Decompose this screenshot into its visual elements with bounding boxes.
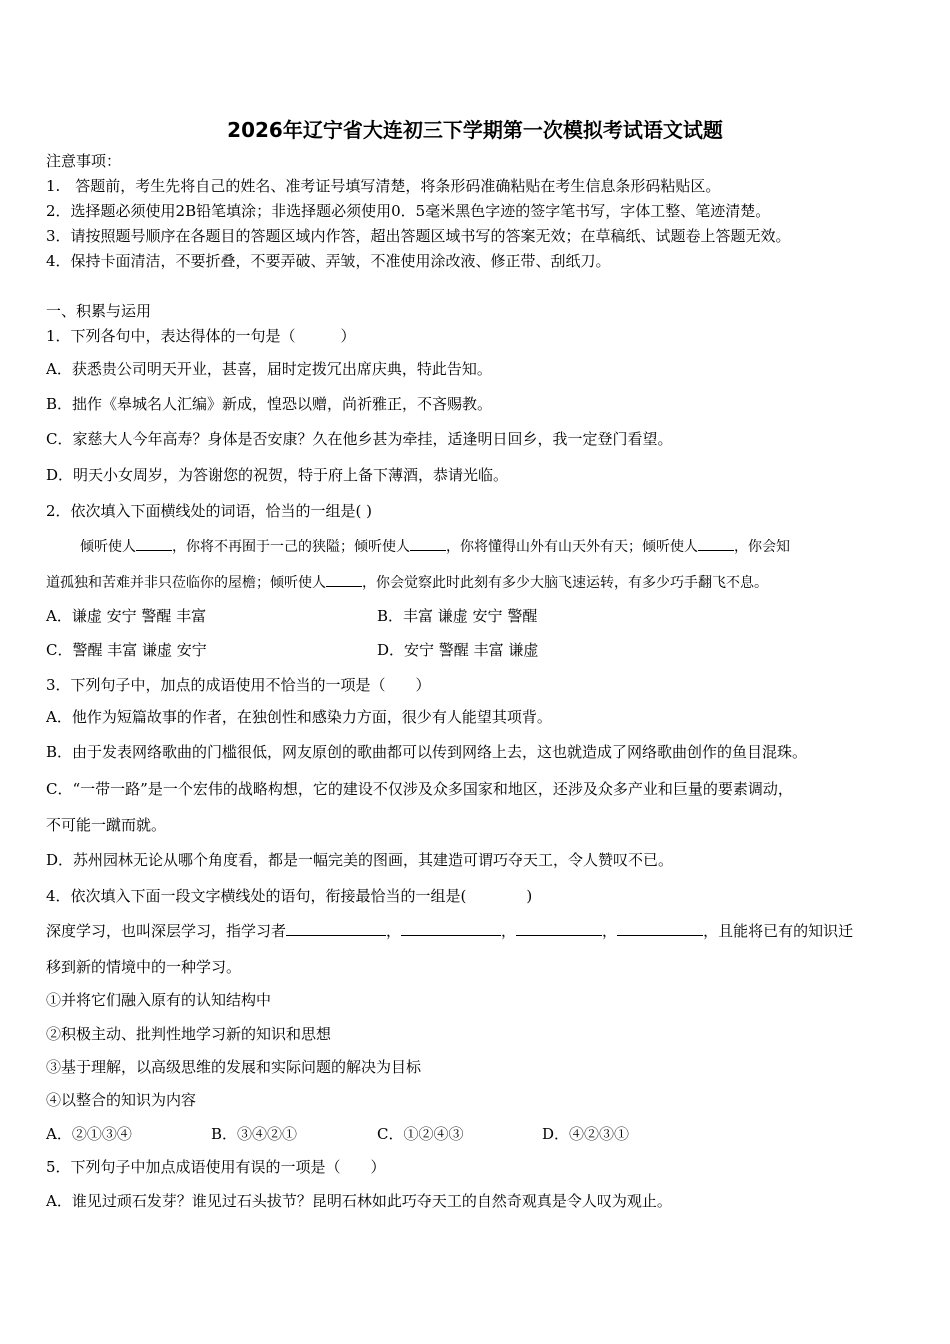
option: B．丰富 谦虚 安宁 警醒 xyxy=(377,607,538,625)
notice-item: 2．选择题必须使用2B铅笔填涂；非选择题必须使用0．5毫米黑色字迹的签字笔书写，字体工整、笔迹清楚。 xyxy=(46,202,771,220)
question-stem: 4．依次填入下面一段文字横线处的语句，衔接最恰当的一组是( ) xyxy=(46,887,533,905)
option: D．明天小女周岁，为答谢您的祝贺，特于府上备下薄酒，恭请光临。 xyxy=(46,466,509,484)
list-item: ③基于理解，以高级思维的发展和实际问题的解决为目标 xyxy=(46,1058,422,1076)
text: 倾听使人 xyxy=(80,539,136,555)
option: C．“一带一路”是一个宏伟的战略构想，它的建设不仅涉及众多国家和地区，还涉及众多产业和巨量的要素调动， xyxy=(46,780,793,798)
passage-line xyxy=(80,536,790,557)
option: B．③④②① xyxy=(211,1125,298,1143)
option: C．警醒 丰富 谦虚 安宁 xyxy=(46,641,207,659)
text: ，你将懂得山外有山天外有天；倾听使人 xyxy=(446,539,698,555)
text: ，你将不再囿于一己的狭隘；倾听使人 xyxy=(172,539,410,555)
section-heading: 一、积累与运用 xyxy=(46,302,152,320)
option: D．④②③① xyxy=(542,1125,630,1143)
text: ， xyxy=(386,922,402,940)
page-title: 2026年辽宁省大连初三下学期第一次模拟考试语文试题 xyxy=(227,118,723,142)
text: ， xyxy=(602,922,618,940)
option: A．谁见过顽石发芽？谁见过石头拔节？昆明石林如此巧夺天工的自然奇观真是令人叹为观止。 xyxy=(46,1192,672,1210)
option: A．获悉贵公司明天开业，甚喜，届时定拨冗出席庆典，特此告知。 xyxy=(46,360,492,378)
option: A．他作为短篇故事的作者，在独创性和感染力方面，很少有人能望其项背。 xyxy=(46,708,552,726)
option: B．拙作《皋城名人汇编》新成，惶恐以赠，尚祈雅正，不吝赐教。 xyxy=(46,395,493,413)
option: A．②①③④ xyxy=(46,1125,132,1143)
option-continued: 不可能一蹴而就。 xyxy=(46,816,167,834)
text: ， xyxy=(501,922,517,940)
text: ，你会知 xyxy=(734,539,790,555)
text: ，且能将已有的知识迁 xyxy=(703,922,854,940)
question-stem: 5．下列句子中加点成语使用有误的一项是（ ） xyxy=(46,1158,386,1176)
question-stem: 2．依次填入下面横线处的词语，恰当的一组是( ) xyxy=(46,502,373,520)
text: 道孤独和苦难并非只莅临你的屋檐；倾听使人 xyxy=(46,575,326,591)
text: ，你会觉察此时此刻有多少大脑飞速运转，有多少巧手翻飞不息。 xyxy=(362,575,768,591)
question-stem: 3．下列句子中，加点的成语使用不恰当的一项是（ ） xyxy=(46,676,431,694)
option: A．谦虚 安宁 警醒 丰富 xyxy=(46,607,207,625)
notice-item: 1. 答题前，考生先将自己的姓名、准考证号填写清楚，将条形码准确粘贴在考生信息条形码粘贴区。 xyxy=(46,177,721,195)
option: D．安宁 警醒 丰富 谦虚 xyxy=(377,641,539,659)
list-item: ④以整合的知识为内容 xyxy=(46,1091,197,1109)
text: 深度学习，也叫深层学习，指学习者 xyxy=(46,922,287,940)
notice-item: 4．保持卡面清洁，不要折叠，不要弄破、弄皱，不准使用涂改液、修正带、刮纸刀。 xyxy=(46,252,611,270)
option: C．①②④③ xyxy=(377,1125,464,1143)
passage-line xyxy=(46,572,768,593)
notice-item: 3．请按照题号顺序在各题目的答题区域内作答，超出答题区域书写的答案无效；在草稿纸、试题卷上答题无效。 xyxy=(46,227,791,245)
passage-line xyxy=(46,921,853,941)
list-item: ①并将它们融入原有的认知结构中 xyxy=(46,991,272,1009)
option: C．家慈大人今年高寿？身体是否安康？久在他乡甚为牵挂，适逢明日回乡，我一定登门看望。 xyxy=(46,430,673,448)
notice-heading: 注意事项： xyxy=(46,152,122,170)
option: B．由于发表网络歌曲的门槛很低，网友原创的歌曲都可以传到网络上去，这也就造成了网络歌曲创作的鱼目混珠。 xyxy=(46,743,808,761)
question-stem: 1．下列各句中，表达得体的一句是（ ） xyxy=(46,327,356,345)
list-item: ②积极主动、批判性地学习新的知识和思想 xyxy=(46,1025,332,1043)
option: D．苏州园林无论从哪个角度看，都是一幅完美的图画，其建造可谓巧夺天工，令人赞叹不已。 xyxy=(46,851,674,869)
passage-line: 移到新的情境中的一种学习。 xyxy=(46,958,242,976)
